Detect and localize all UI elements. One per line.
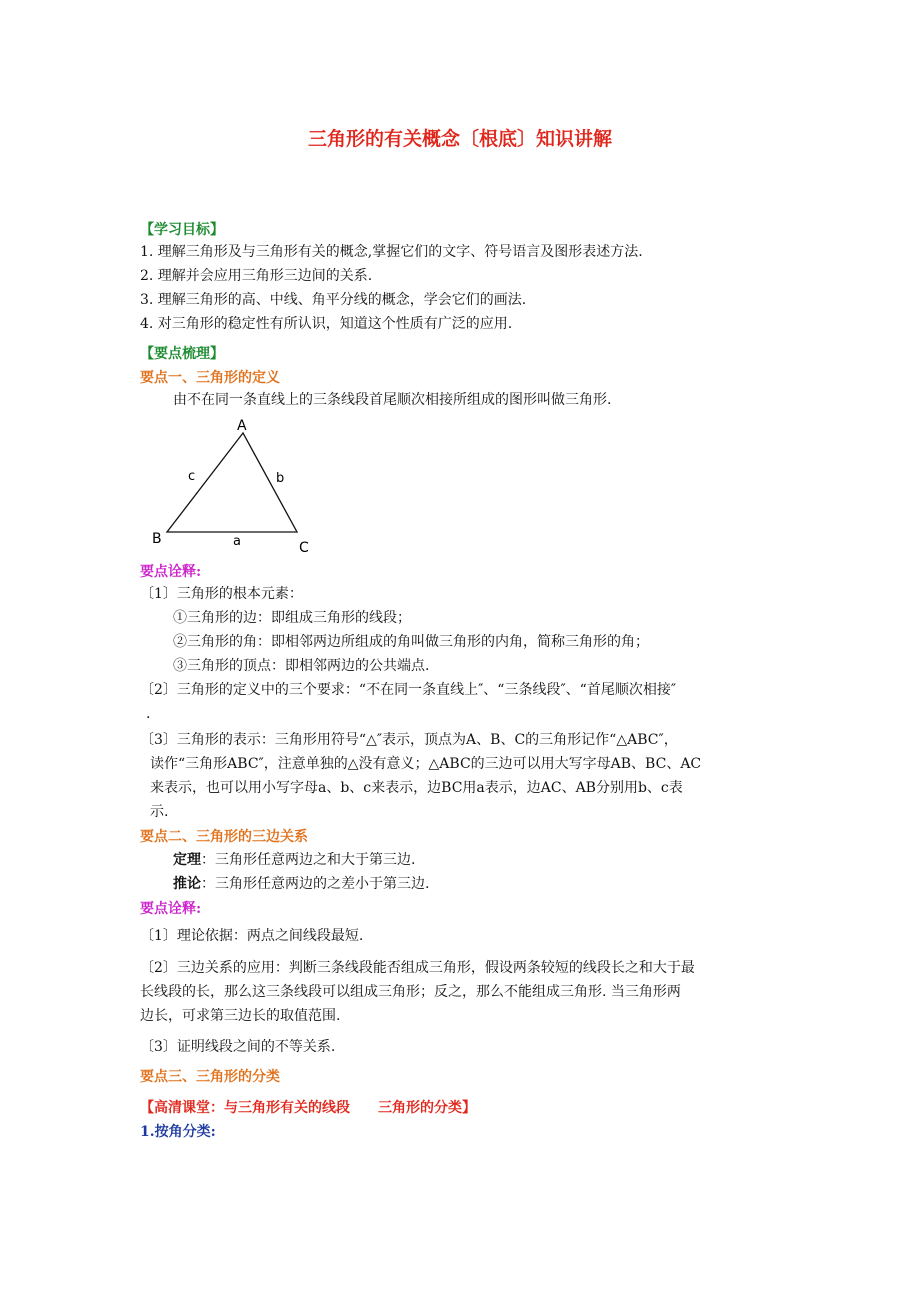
corollary-label: 推论 (173, 876, 201, 892)
point3-header: 要点三、三角形的分类 (140, 1069, 280, 1085)
point1-note1-title: 〔1〕三角形的根本元素： (140, 586, 303, 602)
triangle-figure (145, 414, 325, 559)
side-a-label: a (233, 534, 241, 549)
side-c-label: c (188, 469, 196, 484)
point2-note2-line1: 〔2〕三边关系的应用：判断三条线段能否组成三角形，假设两条较短的线段长之和大于最 (140, 960, 695, 976)
vertex-b-label: B (152, 531, 162, 547)
point1-definition: 由不在同一条直线上的三条线段首尾顺次相接所组成的图形叫做三角形. (173, 392, 612, 408)
point1-note3-line2: 读作“三角形ABC″，注意单独的△没有意义；△ABC的三边可以用大写字母AB、BC、AC (150, 756, 702, 772)
point1-note3-line4: 示. (150, 804, 169, 820)
theorem-label: 定理 (173, 852, 201, 868)
vertex-c-label: C (299, 540, 309, 556)
vertex-a-label: A (237, 418, 247, 434)
goal-item-1: 1. 理解三角形及与三角形有关的概念,掌握它们的文字、符号语言及图形表述方法. (140, 244, 643, 260)
point2-note2-line2: 长线段的长，那么这三条线段可以组成三角形；反之，那么不能组成三角形. 当三角形两 (140, 984, 681, 1000)
point1-note3-line1: 〔3〕三角形的表示：三角形用符号“△″表示，顶点为A、B、C的三角形记作“△ABC″， (140, 732, 678, 748)
goal-item-4: 4. 对三角形的稳定性有所认识，知道这个性质有广泛的应用. (140, 316, 513, 332)
point1-note2-line1: 〔2〕三角形的定义中的三个要求：“不在同一条直线上″、“三条线段″、“首尾顺次相接″ (140, 682, 677, 698)
point1-note-header: 要点诠释: (140, 564, 202, 580)
summary-header: 【要点梳理】 (140, 346, 224, 362)
point1-note1-item-2: ②三角形的角：即相邻两边所组成的角叫做三角形的内角，简称三角形的角； (173, 634, 649, 650)
corollary-text: ：三角形任意两边的之差小于第三边. (201, 876, 430, 892)
point2-note-header: 要点诠释: (140, 901, 202, 917)
classroom-ref: 【高清课堂：与三角形有关的线段 三角形的分类】 (140, 1100, 476, 1116)
point2-theorem (173, 850, 415, 870)
goals-header: 【学习目标】 (140, 222, 224, 238)
point2-corollary (173, 874, 429, 894)
side-b-label: b (276, 471, 285, 486)
goal-item-2: 2. 理解并会应用三角形三边间的关系. (140, 268, 373, 284)
goal-item-3: 3. 理解三角形的高、中线、角平分线的概念，学会它们的画法. (140, 292, 527, 308)
point2-note2-line3: 边长，可求第三边长的取值范围. (140, 1008, 341, 1024)
by-angle-header: 1.按角分类: (140, 1124, 216, 1140)
point2-note1: 〔1〕理论依据：两点之间线段最短. (140, 928, 364, 944)
point1-note2-line2: . (146, 706, 151, 722)
page-title: 三角形的有关概念〔根底〕知识讲解 (307, 128, 612, 150)
point2-note3: 〔3〕证明线段之间的不等关系. (140, 1039, 336, 1055)
point1-note1-item-1: ①三角形的边：即组成三角形的线段； (173, 610, 411, 626)
theorem-text: ：三角形任意两边之和大于第三边. (201, 852, 416, 868)
point1-note3-line3: 来表示，也可以用小写字母a、b、c来表示，边BC用a表示，边AC、AB分别用b、c表 (150, 780, 683, 796)
point2-header: 要点二、三角形的三边关系 (140, 829, 308, 845)
point1-note1-item-3: ③三角形的顶点：即相邻两边的公共端点. (173, 658, 430, 674)
point1-header: 要点一、三角形的定义 (140, 370, 280, 386)
